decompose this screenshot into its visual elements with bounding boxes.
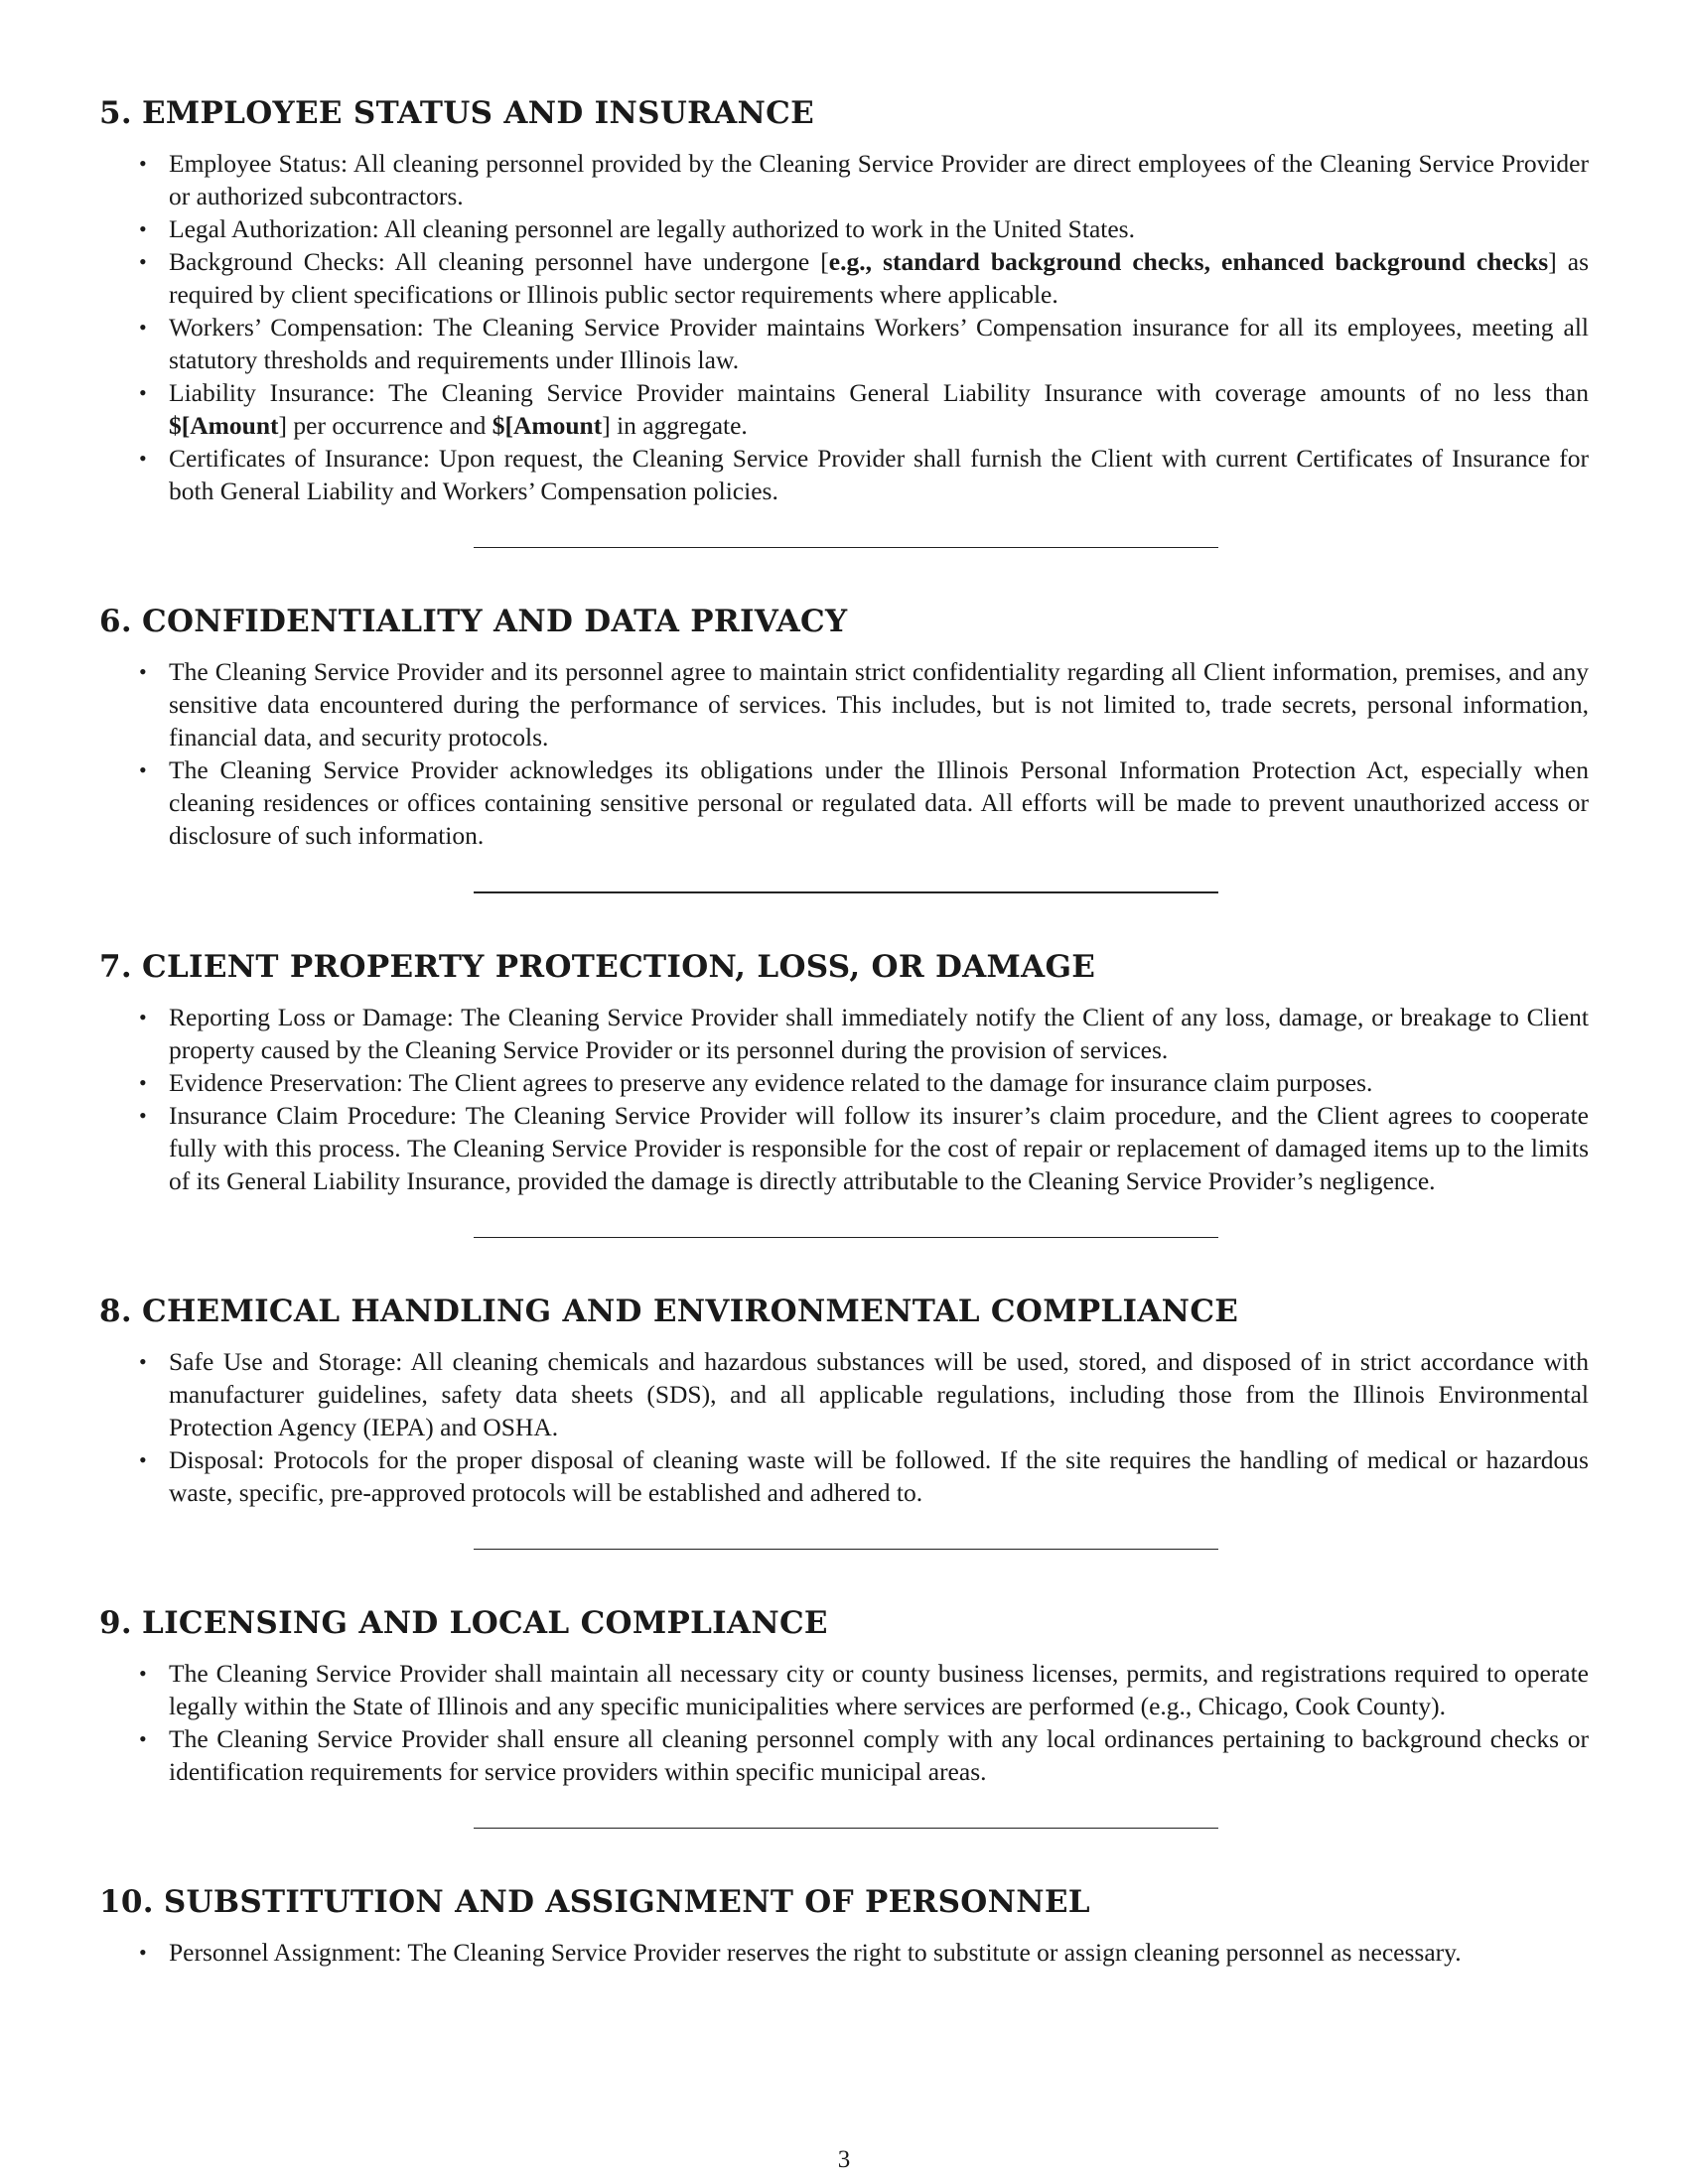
page-number: 3: [837, 2146, 851, 2173]
list-item: • The Cleaning Service Provider shall maintain all necessary city or county business licenses, permits, and registrations required to operate legally within the State of Illinois and any specific municipalities where services are performed (e.g., Chicago, Cook County).: [169, 1657, 1589, 1722]
section-chemical-handling: [99, 1290, 1589, 1509]
bullet-list: [99, 655, 1589, 852]
section-heading: [99, 600, 1589, 643]
section-title: CLIENT PROPERTY PROTECTION, LOSS, OR DAMAGE: [141, 949, 1096, 985]
section-number: 5.: [99, 95, 132, 131]
bullet-list: [99, 1657, 1589, 1788]
section-confidentiality: [99, 600, 1589, 852]
list-item: • Reporting Loss or Damage: The Cleaning Service Provider shall immediately notify the Client of any loss, damage, or breakage to Client property caused by the Cleaning Service Provider or its personnel during the provision of services.: [169, 1001, 1589, 1066]
bold-placeholder: e.g., standard background checks, enhanced background checks: [828, 247, 1549, 276]
section-title: LICENSING AND LOCAL COMPLIANCE: [141, 1605, 828, 1641]
list-item: • Background Checks: All cleaning personnel have undergone [e.g., standard background checks, enhanced background checks] as required by client specifications or Illinois public sector requirements where applicable.: [169, 245, 1589, 311]
list-item: • Safe Use and Storage: All cleaning chemicals and hazardous substances will be used, stored, and disposed of in strict accordance with manufacturer guidelines, safety data sheets (SDS), and all applicable regulations, including those from the Illinois Environmental Protection Agency (IEPA) and OSHA.: [169, 1345, 1589, 1443]
section-title: SUBSTITUTION AND ASSIGNMENT OF PERSONNEL: [163, 1884, 1090, 1920]
section-heading: [99, 1880, 1589, 1924]
list-item: • Legal Authorization: All cleaning personnel are legally authorized to work in the United States.: [169, 212, 1589, 245]
section-substitution: [99, 1880, 1589, 1969]
list-item: • Workers’ Compensation: The Cleaning Service Provider maintains Workers’ Compensation insurance for all its employees, meeting all statutory thresholds and requirements under Illinois law.: [169, 311, 1589, 376]
bullet-list: [99, 147, 1589, 507]
section-number: 6.: [99, 604, 132, 639]
section-employee-status: [99, 91, 1589, 507]
bold-placeholder: $[Amount: [169, 411, 279, 440]
section-heading: [99, 1601, 1589, 1645]
list-item: • Evidence Preservation: The Client agrees to preserve any evidence related to the damage for insurance claim purposes.: [169, 1066, 1589, 1099]
section-heading: [99, 91, 1589, 135]
bullet-list: [99, 1345, 1589, 1509]
bullet-list: [99, 1001, 1589, 1197]
bold-placeholder: $[Amount: [492, 411, 603, 440]
list-item: • Disposal: Protocols for the proper disposal of cleaning waste will be followed. If the site requires the handling of medical or hazardous waste, specific, pre-approved protocols will be established and adhered to.: [169, 1443, 1589, 1509]
section-title: EMPLOYEE STATUS AND INSURANCE: [141, 95, 815, 131]
list-item: • Liability Insurance: The Cleaning Service Provider maintains General Liability Insurance with coverage amounts of no less than $[Amount] per occurrence and $[Amount] in aggregate.: [169, 376, 1589, 442]
section-title: CONFIDENTIALITY AND DATA PRIVACY: [141, 604, 848, 639]
section-licensing: [99, 1601, 1589, 1788]
list-item: • Insurance Claim Procedure: The Cleaning Service Provider will follow its insurer’s claim procedure, and the Client agrees to cooperate fully with this process. The Cleaning Service Provider is responsible for the cost of repair or replacement of damaged items up to the limits of its General Liability Insurance, provided the damage is directly attributable to the Cleaning Service Provider’s negligence.: [169, 1099, 1589, 1197]
section-heading: [99, 945, 1589, 989]
list-item: • The Cleaning Service Provider shall ensure all cleaning personnel comply with any local ordinances pertaining to background checks or identification requirements for service providers within specific municipal areas.: [169, 1722, 1589, 1788]
list-item: • The Cleaning Service Provider acknowledges its obligations under the Illinois Personal Information Protection Act, especially when cleaning residences or offices containing sensitive personal or regulated data. All efforts will be made to prevent unauthorized access or disclosure of such information.: [169, 753, 1589, 852]
section-title: CHEMICAL HANDLING AND ENVIRONMENTAL COMPLIANCE: [141, 1294, 1239, 1329]
list-item: • Certificates of Insurance: Upon request, the Cleaning Service Provider shall furnish the Client with current Certificates of Insurance for both General Liability and Workers’ Compensation policies.: [169, 442, 1589, 507]
list-item: • Employee Status: All cleaning personnel provided by the Cleaning Service Provider are direct employees of the Cleaning Service Provider or authorized subcontractors.: [169, 147, 1589, 212]
bullet-list: [99, 1936, 1589, 1969]
section-number: 7.: [99, 949, 132, 985]
list-item: • The Cleaning Service Provider and its personnel agree to maintain strict confidentiality regarding all Client information, premises, and any sensitive data encountered during the performance of services. This includes, but is not limited to, trade secrets, personal information, financial data, and security protocols.: [169, 655, 1589, 753]
section-number: 8.: [99, 1294, 132, 1329]
section-number: 10.: [99, 1884, 154, 1920]
document-page: [99, 91, 1589, 1969]
section-heading: [99, 1290, 1589, 1333]
section-client-property: [99, 945, 1589, 1197]
list-item: • Personnel Assignment: The Cleaning Service Provider reserves the right to substitute or assign cleaning personnel as necessary.: [169, 1936, 1589, 1969]
section-number: 9.: [99, 1605, 132, 1641]
